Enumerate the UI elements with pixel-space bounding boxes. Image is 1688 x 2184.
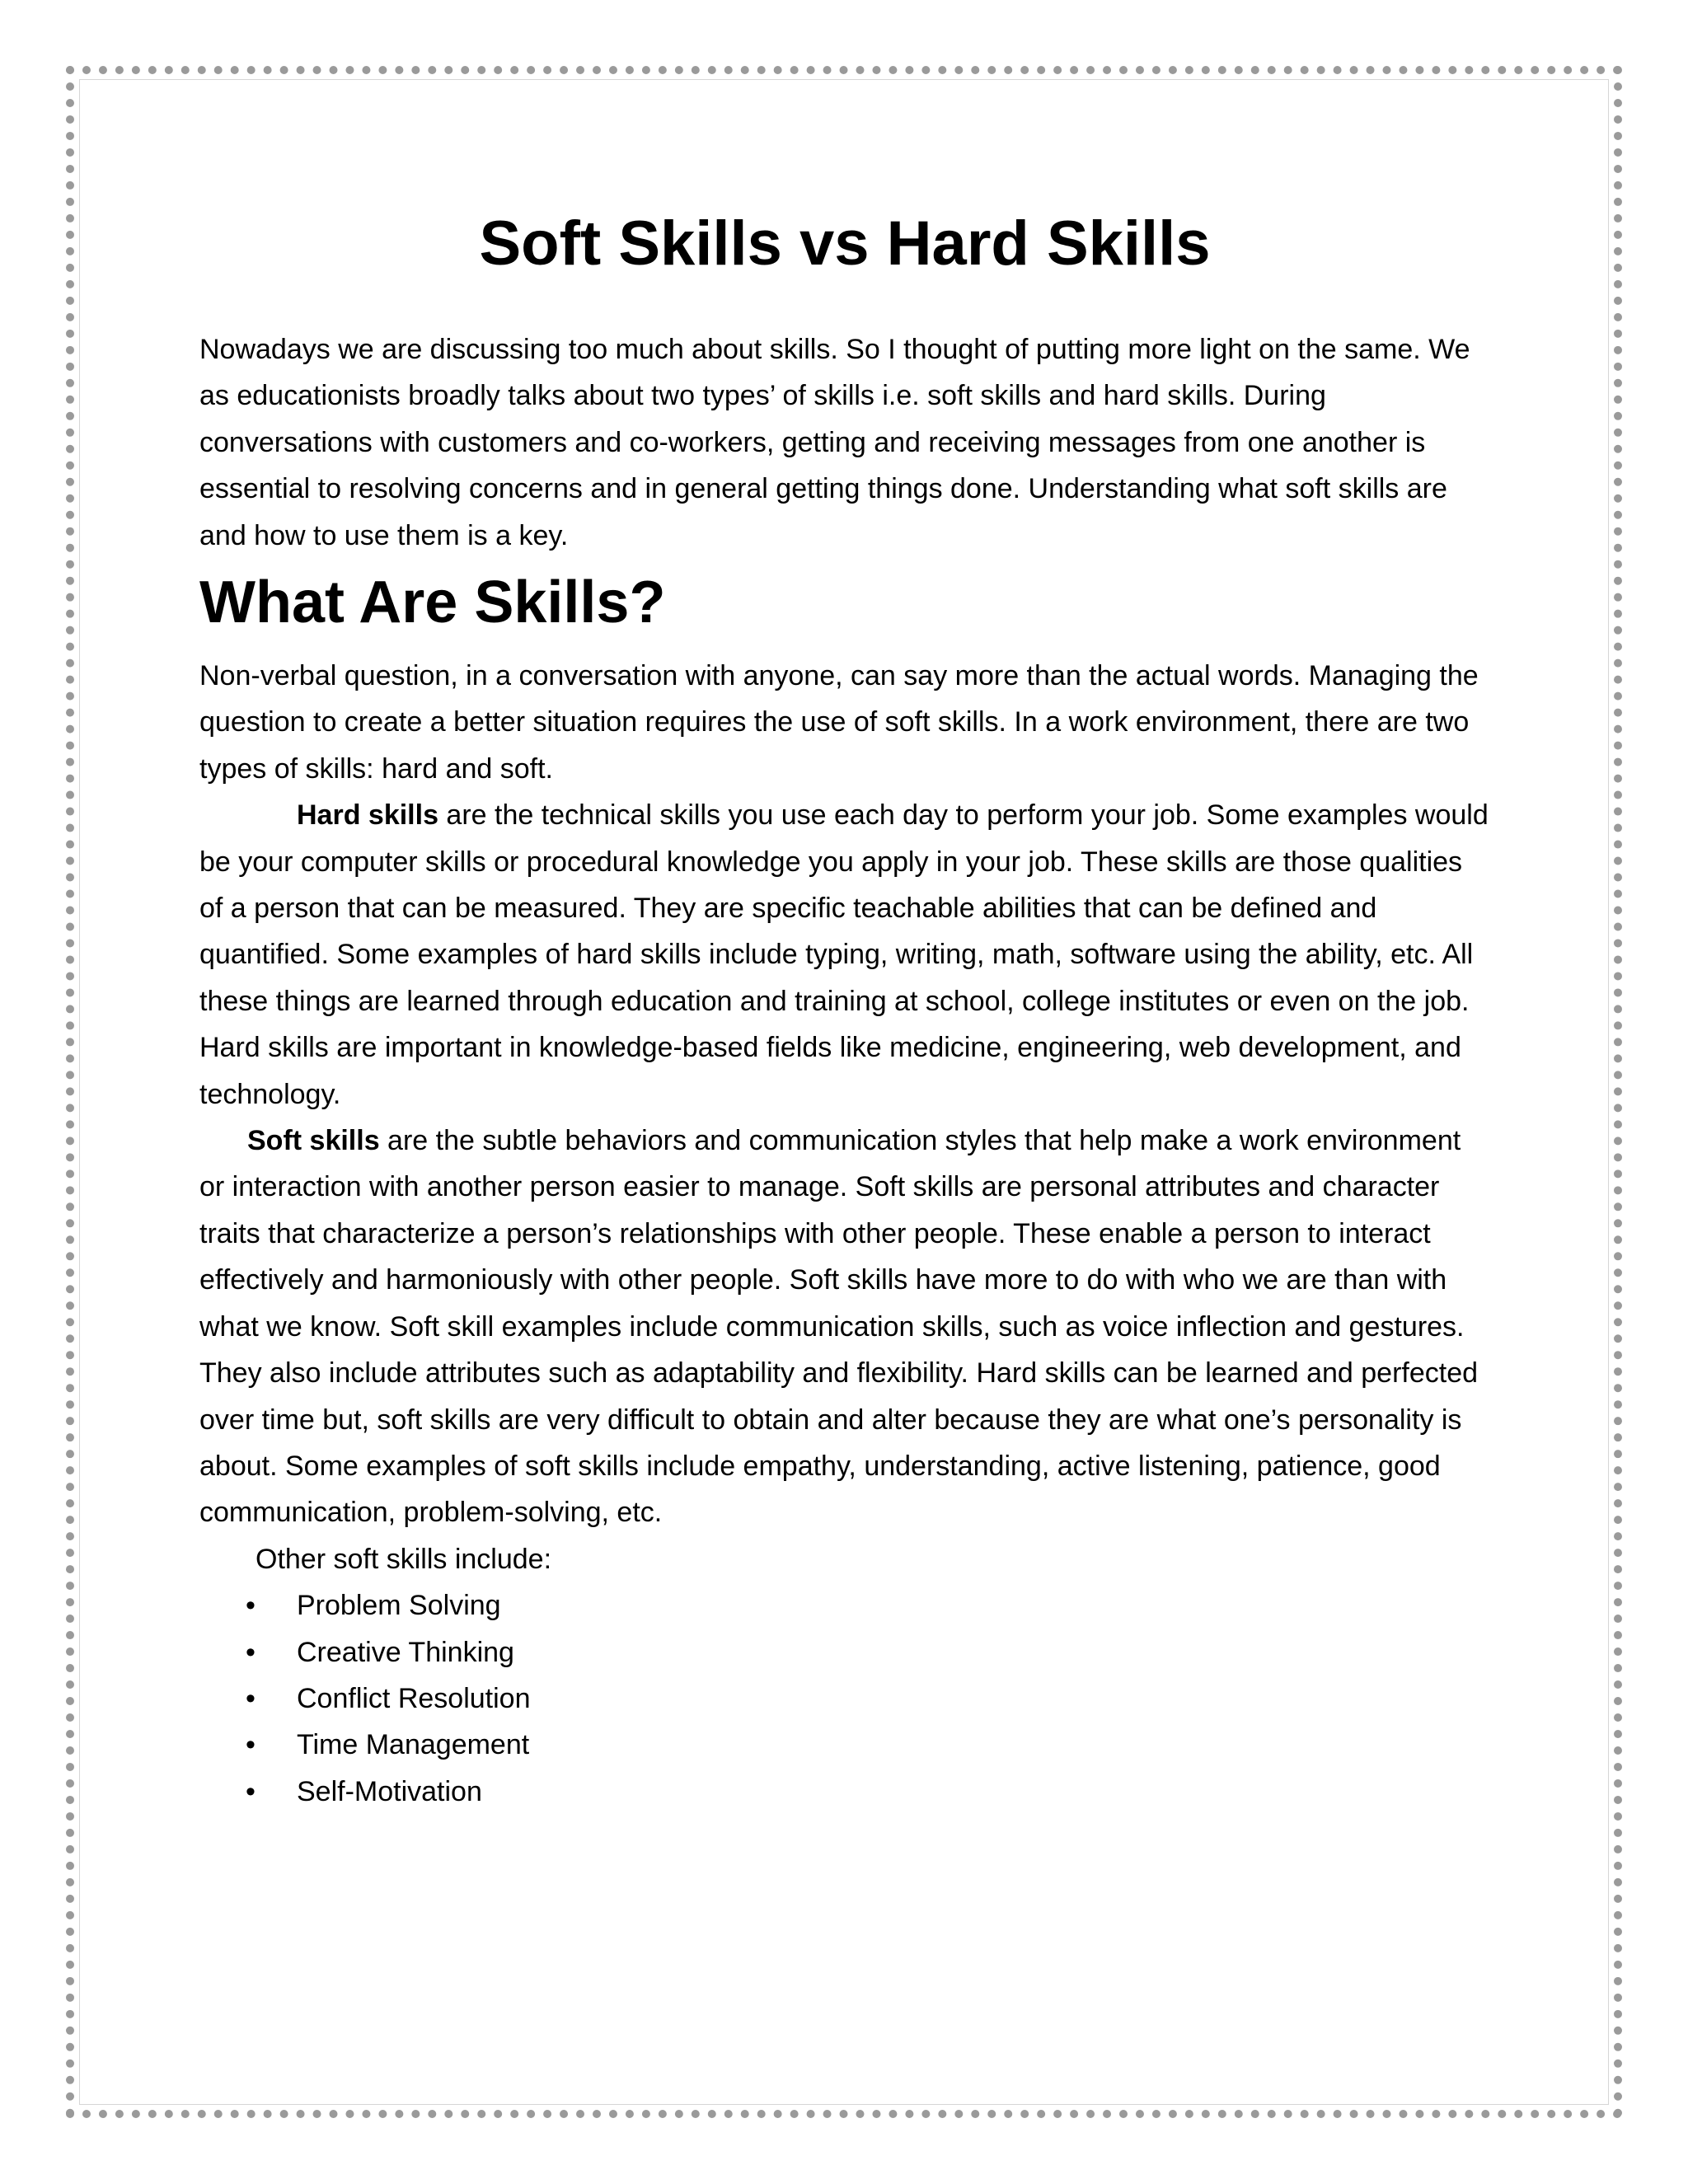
soft-skills-list [199,1582,1490,1815]
list-item [199,1582,1490,1629]
document-title: Soft Skills vs Hard Skills [479,209,1211,279]
hard-skills-term: Hard skills [297,799,438,832]
section-body [199,653,1490,1815]
bullet-icon: • [246,1729,256,1761]
bullet-icon: • [246,1682,256,1714]
soft-skills-term: Soft skills [247,1125,380,1157]
intro-paragraph: Nowadays we are discussing too much about skills. So I thought of putting more light on the same. We as educationists broadly talks about two types’ of skills i.e. soft skills and hard skills. During conversations with customers and co-workers, getting and receiving messages from one another is essential to resolving concerns and in general getting things done. Understanding what soft skills are and how to use them is a key. [199,334,1470,551]
bullet-icon: • [246,1775,256,1807]
list-intro: Other soft skills include: [256,1543,552,1575]
section-heading: What Are Skills? [199,569,666,635]
soft-skills-text: are the subtle behaviors and communication styles that help make a work environment or interaction with another person easier to manage. Soft skills are personal attributes and character traits that characterize a person’s relationships with other people. These enable a person to interact effectively and harmoniously with other people. Soft skills have more to do with who we are than with what we know. Soft skill examples include communication skills, such as voice inflection and gestures. They also include attributes such as adaptability and flexibility. Hard skills can be learned and perfected over time but, soft skills are very difficult to obtain and alter because they are what one’s personality is about. Some examples of soft skills include empathy, understanding, active listening, patience, good communication, problem-solving, etc. [199,1125,1479,1529]
list-item-label: Creative Thinking [297,1636,514,1668]
list-item [199,1675,1490,1722]
list-item [199,1629,1490,1675]
list-item-label: Conflict Resolution [297,1682,531,1714]
bullet-icon: • [246,1636,256,1668]
soft-skills-paragraph [199,1118,1490,1536]
hard-skills-text: are the technical skills you use each day to perform your job. Some examples would be your computer skills or procedural knowledge you apply in your job. These skills are those qualities of a person that can be measured. They are specific teachable abilities that can be defined and quantified. Some examples of hard skills include typing, writing, math, software using the ability, etc. All these things are learned through education and training at school, college institutes or even on the job. Hard skills are important in knowledge-based fields like medicine, engineering, web development, and technology. [199,799,1489,1110]
list-item-label: Self-Motivation [297,1775,482,1807]
list-item [199,1769,1490,1815]
list-item [199,1722,1490,1768]
bullet-icon: • [246,1590,256,1622]
section-intro-paragraph: Non-verbal question, in a conversation with anyone, can say more than the actual words. Managing the question to create a better situation requires the use of soft skills. In a work environment, there are two types of skills: hard and soft. [199,660,1479,785]
hard-skills-paragraph [199,792,1490,1118]
list-item-label: Time Management [297,1729,530,1761]
list-item-label: Problem Solving [297,1590,501,1622]
